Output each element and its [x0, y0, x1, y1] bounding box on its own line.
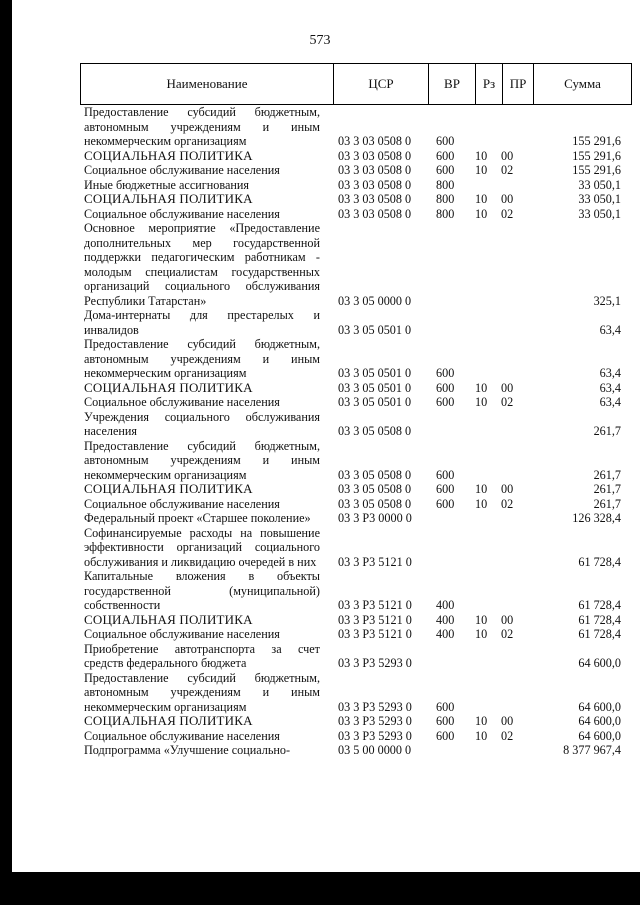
row-name: Социальное обслуживание населения	[84, 395, 280, 409]
row-name: СОЦИАЛЬНАЯ ПОЛИТИКА	[84, 379, 253, 395]
row-sum: 155 291,6	[572, 163, 621, 177]
row-rz: 10	[475, 380, 488, 395]
row-name: Софинансируемые расходы на повышение эффективности организаций социального обслуживания и ликвидацию очередей в них	[84, 525, 320, 569]
row-vr: 600	[436, 699, 455, 714]
row-name: СОЦИАЛЬНАЯ ПОЛИТИКА	[84, 611, 253, 627]
row-vr: 600	[436, 482, 455, 496]
row-pr: 00	[501, 148, 514, 163]
row-rz: 10	[475, 714, 488, 728]
row-pr: 00	[501, 714, 514, 728]
row-vr: 400	[436, 598, 455, 612]
row-name: Предоставление субсидий бюджетным, автономным учреждениям и иным некоммерческим организациям	[84, 438, 320, 482]
table-row	[0, 482, 640, 497]
row-vr: 600	[436, 728, 455, 743]
row-sum: 63,4	[599, 380, 621, 395]
row-csr: 03 3 05 0508 0	[338, 424, 412, 438]
table-row	[0, 221, 640, 308]
row-name: Иные бюджетные ассигнования	[84, 177, 250, 192]
row-vr: 400	[436, 627, 455, 641]
row-sum: 63,4	[599, 395, 621, 409]
row-pr: 02	[501, 206, 514, 221]
row-sum: 126 328,4	[572, 511, 621, 525]
row-rz: 10	[475, 612, 488, 627]
row-name: СОЦИАЛЬНАЯ ПОЛИТИКА	[84, 147, 253, 163]
table-row	[0, 714, 640, 729]
row-vr: 600	[436, 714, 455, 728]
row-csr: 03 3 03 0508 0	[338, 148, 412, 163]
row-sum: 325,1	[593, 293, 621, 308]
row-vr: 800	[436, 177, 455, 192]
table-row	[0, 207, 640, 222]
row-csr: 03 5 00 0000 0	[338, 743, 412, 757]
row-name: СОЦИАЛЬНАЯ ПОЛИТИКА	[84, 191, 253, 206]
row-vr: 400	[436, 612, 455, 627]
row-name: Социальное обслуживание населения	[84, 496, 280, 511]
row-rz: 10	[475, 148, 488, 163]
row-name: Капитальные вложения в объекты государственной (муниципальной) собственности	[84, 569, 320, 612]
row-csr: 03 3 03 0508 0	[338, 192, 412, 206]
row-sum: 64 600,0	[578, 728, 621, 743]
header-pr: ПР	[502, 64, 533, 104]
row-vr: 800	[436, 206, 455, 221]
row-csr: 03 3 P3 0000 0	[338, 511, 412, 525]
row-csr: 03 3 05 0501 0	[338, 395, 412, 409]
table-row	[0, 410, 640, 439]
row-sum: 64 600,0	[578, 656, 621, 670]
row-rz: 10	[475, 728, 488, 743]
row-csr: 03 3 P3 5293 0	[338, 656, 412, 670]
row-vr: 600	[436, 467, 455, 482]
row-name: Дома-интернаты для престарелых и инвалидов	[84, 308, 320, 337]
row-pr: 02	[501, 496, 514, 511]
row-pr: 00	[501, 482, 514, 496]
header-vr: ВР	[428, 64, 475, 104]
row-rz: 10	[475, 496, 488, 511]
table-row	[0, 613, 640, 628]
row-csr: 03 3 05 0000 0	[338, 293, 412, 308]
row-sum: 155 291,6	[572, 148, 621, 163]
table-header	[80, 63, 632, 105]
page-number: 573	[309, 33, 331, 48]
row-rz: 10	[475, 627, 488, 641]
row-name: СОЦИАЛЬНАЯ ПОЛИТИКА	[84, 481, 253, 496]
header-rz: Рз	[475, 64, 502, 104]
row-sum: 261,7	[593, 424, 621, 438]
row-csr: 03 3 05 0508 0	[338, 482, 412, 496]
table-row	[0, 149, 640, 164]
row-csr: 03 3 03 0508 0	[338, 206, 412, 221]
row-pr: 00	[501, 380, 514, 395]
table-row	[0, 192, 640, 207]
row-pr: 02	[501, 728, 514, 743]
row-sum: 61 728,4	[578, 598, 621, 612]
row-csr: 03 3 05 0508 0	[338, 496, 412, 511]
table-row	[0, 308, 640, 337]
row-csr: 03 3 03 0508 0	[338, 134, 412, 148]
row-csr: 03 3 05 0501 0	[338, 322, 412, 337]
table-row	[0, 439, 640, 483]
table-row	[0, 395, 640, 410]
row-pr: 02	[501, 395, 514, 409]
row-csr: 03 3 P3 5293 0	[338, 714, 412, 728]
row-name: Приобретение автотранспорта за счет средств федерального бюджета	[84, 641, 320, 670]
row-pr: 00	[501, 192, 514, 206]
row-csr: 03 3 05 0508 0	[338, 467, 412, 482]
row-sum: 61 728,4	[578, 627, 621, 641]
table-row	[0, 497, 640, 512]
table-body	[0, 105, 640, 758]
row-csr: 03 3 03 0508 0	[338, 163, 412, 177]
row-rz: 10	[475, 206, 488, 221]
table-row	[0, 729, 640, 744]
row-name: Социальное обслуживание населения	[84, 728, 280, 743]
row-sum: 8 377 967,4	[563, 743, 621, 757]
table-row	[0, 511, 640, 526]
row-sum: 63,4	[599, 322, 621, 337]
row-name: Основное мероприятие «Предоставление дополнительных мер государственной поддержки педагогическим работникам - молодым специалистам государственных организаций социального обслуживания Республики Татарстан»	[84, 221, 320, 308]
table-row	[0, 337, 640, 381]
row-vr: 600	[436, 395, 455, 409]
table-row	[0, 671, 640, 715]
row-sum: 33 050,1	[578, 177, 621, 192]
row-csr: 03 3 P3 5121 0	[338, 554, 412, 569]
table-row	[0, 743, 640, 758]
row-pr: 02	[501, 163, 514, 177]
row-vr: 600	[436, 496, 455, 511]
row-name: Социальное обслуживание населения	[84, 206, 280, 221]
row-sum: 33 050,1	[578, 192, 621, 206]
table-row	[0, 627, 640, 642]
row-csr: 03 3 P3 5293 0	[338, 728, 412, 743]
row-name: Социальное обслуживание населения	[84, 163, 280, 177]
header-csr: ЦСР	[333, 64, 428, 104]
row-csr: 03 3 P3 5121 0	[338, 627, 412, 641]
table-row	[0, 642, 640, 671]
row-name: Предоставление субсидий бюджетным, автономным учреждениям и иным некоммерческим организациям	[84, 670, 320, 714]
row-name: Учреждения социального обслуживания населения	[84, 409, 320, 438]
row-name: СОЦИАЛЬНАЯ ПОЛИТИКА	[84, 713, 253, 728]
table-row	[0, 163, 640, 178]
row-csr: 03 3 05 0501 0	[338, 380, 412, 395]
table-row	[0, 381, 640, 396]
row-pr: 00	[501, 612, 514, 627]
row-vr: 600	[436, 148, 455, 163]
row-sum: 61 728,4	[578, 554, 621, 569]
header-sum: Сумма	[533, 64, 631, 104]
row-sum: 61 728,4	[578, 612, 621, 627]
row-name: Федеральный проект «Старшее поколение»	[84, 511, 311, 525]
row-rz: 10	[475, 482, 488, 496]
row-csr: 03 3 P3 5121 0	[338, 598, 412, 612]
row-csr: 03 3 03 0508 0	[338, 177, 412, 192]
row-sum: 261,7	[593, 482, 621, 496]
row-sum: 261,7	[593, 467, 621, 482]
row-name: Социальное обслуживание населения	[84, 627, 280, 641]
header-name: Наименование	[166, 76, 248, 91]
table-row	[0, 105, 640, 149]
row-name: Подпрограмма «Улучшение социально-	[84, 743, 291, 757]
row-csr: 03 3 P3 5121 0	[338, 612, 412, 627]
row-sum: 63,4	[599, 366, 621, 380]
row-name: Предоставление субсидий бюджетным, автономным учреждениям и иным некоммерческим организациям	[84, 105, 320, 148]
table-row	[0, 569, 640, 613]
row-vr: 600	[436, 380, 455, 395]
row-name: Предоставление субсидий бюджетным, автономным учреждениям и иным некоммерческим организациям	[84, 337, 320, 380]
row-vr: 800	[436, 192, 455, 206]
row-vr: 600	[436, 163, 455, 177]
row-sum: 155 291,6	[572, 134, 621, 148]
table-row	[0, 526, 640, 570]
scan-bottom-edge	[0, 872, 640, 905]
row-csr: 03 3 P3 5293 0	[338, 699, 412, 714]
row-csr: 03 3 05 0501 0	[338, 366, 412, 380]
row-sum: 261,7	[593, 496, 621, 511]
row-sum: 64 600,0	[578, 699, 621, 714]
row-vr: 600	[436, 134, 455, 148]
table-row	[0, 178, 640, 193]
row-rz: 10	[475, 192, 488, 206]
row-vr: 600	[436, 366, 455, 380]
row-rz: 10	[475, 163, 488, 177]
row-sum: 64 600,0	[578, 714, 621, 728]
row-pr: 02	[501, 627, 514, 641]
row-sum: 33 050,1	[578, 206, 621, 221]
row-rz: 10	[475, 395, 488, 409]
